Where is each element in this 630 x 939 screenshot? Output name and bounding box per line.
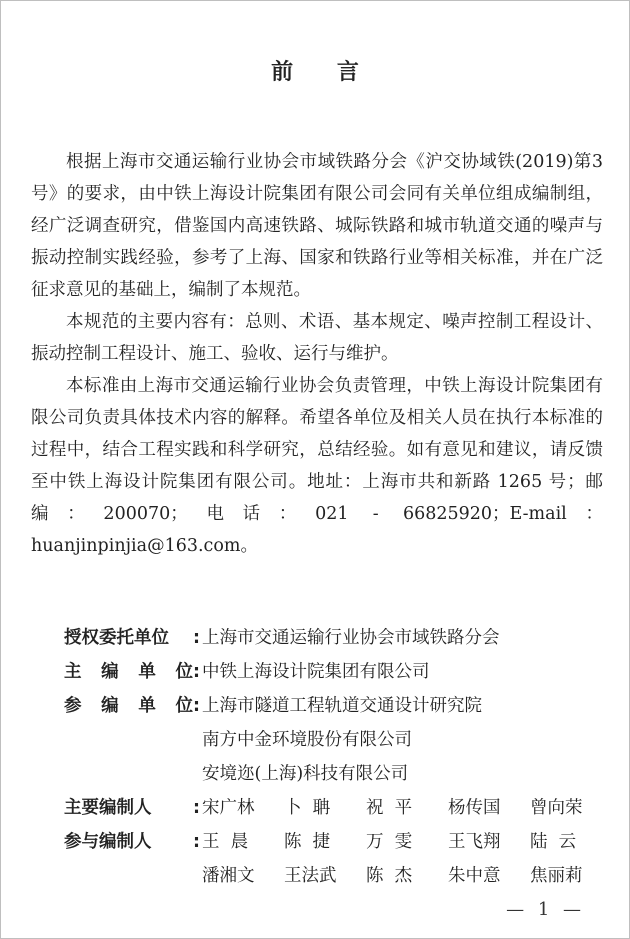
participating-unit: 南方中金环境股份有限公司 bbox=[202, 730, 412, 750]
participating-units-row bbox=[64, 689, 604, 791]
participating-drafters-label: 参与编制人 : bbox=[64, 832, 200, 852]
participating-drafters-row-2 bbox=[202, 859, 604, 893]
chief-unit-label: 主 编 单 位: bbox=[64, 662, 200, 682]
authorizing-unit-label: 授权委托单位 : bbox=[64, 628, 200, 648]
chief-drafters-list bbox=[202, 791, 612, 825]
preface-body bbox=[31, 146, 603, 562]
participating-unit: 上海市隧道工程轨道交通设计研究院 bbox=[202, 696, 482, 716]
person-name: 陈 捷 bbox=[284, 832, 331, 852]
credits-block bbox=[64, 621, 604, 893]
person-name: 朱中意 bbox=[448, 866, 501, 886]
participating-drafters-row bbox=[64, 825, 604, 859]
authorizing-unit-row bbox=[64, 621, 604, 655]
person-name: 王法武 bbox=[284, 866, 337, 886]
person-name: 陆 云 bbox=[530, 832, 577, 852]
paragraph: 本规范的主要内容有：总则、术语、基本规定、噪声控制工程设计、振动控制工程设计、施工、验收、运行与维护。 bbox=[31, 312, 603, 364]
person-name: 陈 杰 bbox=[366, 866, 413, 886]
person-name: 王 晨 bbox=[202, 832, 249, 852]
chief-drafters-label: 主要编制人 : bbox=[64, 798, 200, 818]
participating-unit: 安境迩(上海)科技有限公司 bbox=[202, 764, 409, 784]
person-name: 祝 平 bbox=[366, 798, 413, 818]
person-name: 万 雯 bbox=[366, 832, 413, 852]
person-name: 曾向荣 bbox=[530, 798, 583, 818]
paragraph: 根据上海市交通运输行业协会市域铁路分会《沪交协域铁(2019)第3号》的要求，由中铁上海设计院集团有限公司会同有关单位组成编制组，经广泛调查研究，借鉴国内高速铁路、城际铁路和城市轨道交通的噪声与振动控制实践经验，参考了上海、国家和铁路行业等相关标准，并在广泛征求意见的基础上，编制了本规范。 bbox=[31, 152, 603, 300]
page-title: 前 言 bbox=[271, 60, 377, 85]
person-name: 杨传国 bbox=[448, 798, 501, 818]
chief-unit-value: 中铁上海设计院集团有限公司 bbox=[202, 662, 430, 682]
authorizing-unit-value: 上海市交通运输行业协会市域铁路分会 bbox=[202, 628, 500, 648]
person-name: 宋广林 bbox=[202, 798, 255, 818]
page-number: — 1 — bbox=[506, 899, 585, 920]
paragraph: 本标准由上海市交通运输行业协会负责管理，中铁上海设计院集团有限公司负责具体技术内容的解释。希望各单位及相关人员在执行本标准的过程中，结合工程实践和科学研究，总结经验。如有意见和建议，请反馈至中铁上海设计院集团有限公司。地址：上海市共和新路 1265 号；邮编：200070；电话：021 - 66825920；E-mail：huanjinpinjia@163.com。 bbox=[31, 376, 603, 556]
participating-units-label: 参 编 单 位: bbox=[64, 696, 200, 716]
participating-drafters-list bbox=[202, 825, 612, 859]
person-name: 卜 聃 bbox=[284, 798, 331, 818]
chief-drafters-row bbox=[64, 791, 604, 825]
person-name: 潘湘文 bbox=[202, 866, 255, 886]
participating-drafters-list bbox=[202, 859, 612, 893]
chief-unit-row bbox=[64, 655, 604, 689]
person-name: 焦丽莉 bbox=[530, 866, 583, 886]
person-name: 王飞翔 bbox=[448, 832, 501, 852]
